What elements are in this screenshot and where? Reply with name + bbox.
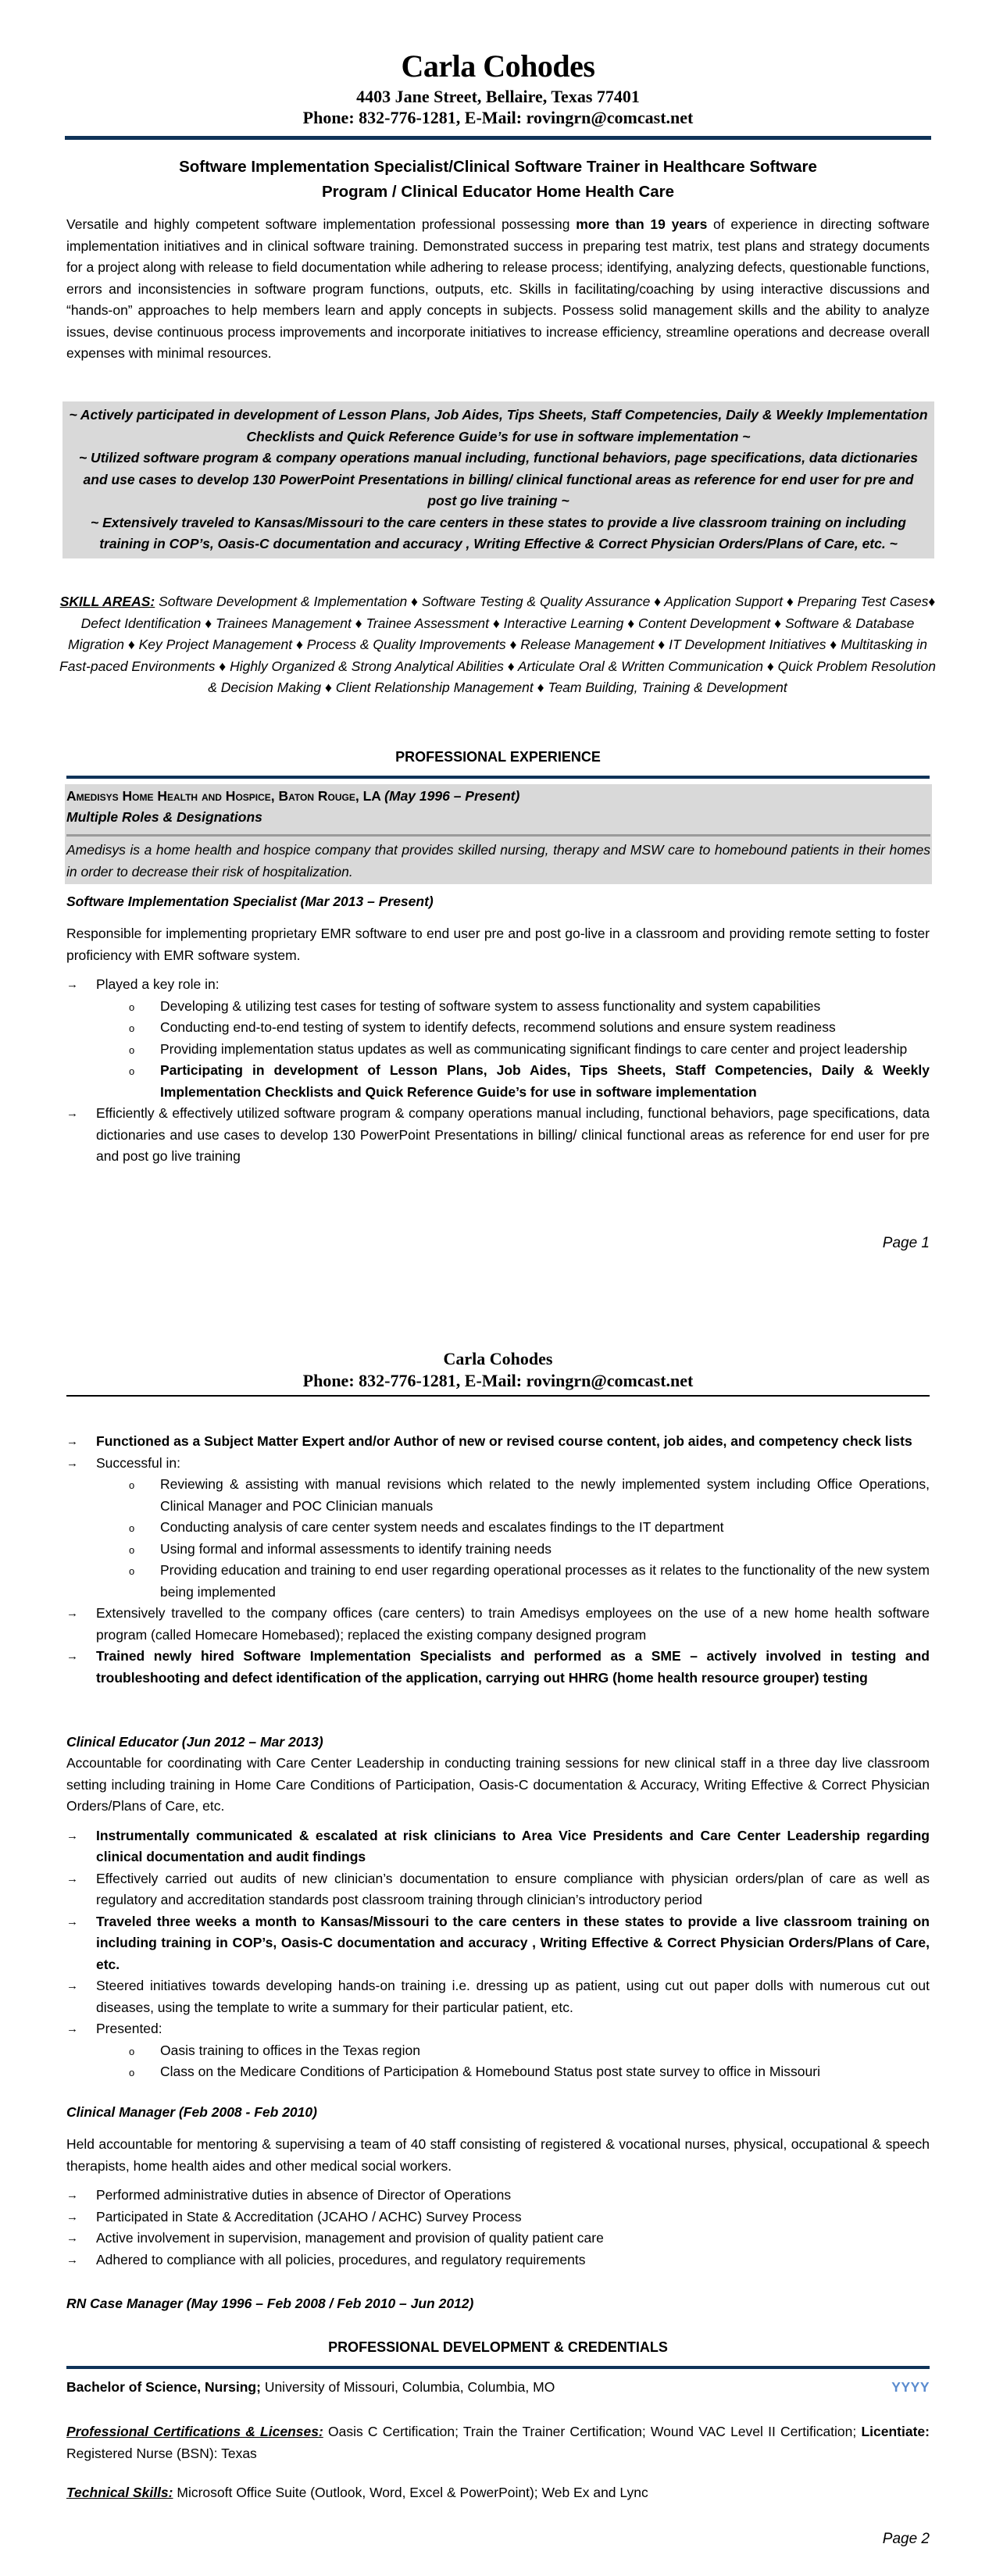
bullet-text: Extensively travelled to the company offices (care centers) to train Amedisys employees on the use of a new home health software program (called Homecare Homebased); replaced the existing company designed program	[96, 1605, 930, 1643]
circle-bullet-icon: o	[129, 1522, 135, 1534]
role-ce-block	[66, 1731, 930, 2083]
bullet-text: Effectively carried out audits of new clinician’s documentation to ensure compliance with physician orders/plan of care as well as regulatory and accreditation standards post classroom training through clinician’s introductory period	[96, 1870, 930, 1907]
arrow-bullet-icon: →	[66, 2022, 78, 2035]
sub-bullet-text: Conducting end-to-end testing of system to identify defects, recommend solutions and ensure system readiness	[160, 1019, 836, 1035]
bullet-text: Active involvement in supervision, management and provision of quality patient care	[96, 2230, 604, 2246]
candidate-name: Carla Cohodes	[401, 48, 595, 84]
skill-areas-label: SKILL AREAS:	[59, 594, 155, 609]
bullet-text: Successful in:	[96, 1454, 180, 1471]
bullet-item	[66, 1431, 930, 1453]
licentiate-text: Registered Nurse (BSN): Texas	[66, 2445, 257, 2461]
section-title-experience: PROFESSIONAL EXPERIENCE	[395, 749, 601, 765]
sis-bullets-page2b	[66, 1603, 930, 1689]
sis-bullets-page2	[66, 1431, 930, 1474]
sub-bullet-text: Providing implementation status updates as well as communicating significant findings to care center and project leadership	[160, 1040, 908, 1057]
role-desc-cm: Held accountable for mentoring & supervising a team of 40 staff consisting of registered & vocational nurses, physical, occupational & speech therapists, home health aides and other medical social workers.	[66, 2136, 930, 2174]
bullet-text: Traveled three weeks a month to Kansas/Missouri to the care centers in these states to provide a live classroom training on including training in COP’s, Oasis-C documentation and accuracy , Writing Effective & Correct Physician Orders/Plans of Care, etc.	[96, 1913, 930, 1972]
arrow-bullet-icon: →	[66, 1107, 78, 1120]
skill-areas	[56, 591, 939, 699]
contact-line-page2: Phone: 832-776-1281, E-Mail: rovingrn@comcast.net	[302, 1371, 694, 1390]
presented-sublist	[66, 2040, 930, 2083]
role-sis-block	[66, 890, 930, 1168]
sub-bullet-item	[66, 1560, 930, 1603]
arrow-bullet-icon: →	[66, 2210, 78, 2224]
contact-line: Phone: 832-776-1281, E-Mail: rovingrn@comcast.net	[302, 108, 694, 127]
arrow-bullet-icon: →	[66, 2253, 78, 2267]
bullet-item	[66, 1975, 930, 2018]
sis-bullets-page1b	[66, 1103, 930, 1168]
headline-block	[66, 155, 930, 205]
bullet-text: Adhered to compliance with all policies, procedures, and regulatory requirements	[96, 2251, 586, 2267]
resume-header	[66, 48, 930, 140]
credentials-rule	[66, 2366, 930, 2369]
school: University of Missouri, Columbia, Columbia, MO	[260, 2379, 555, 2395]
graduation-year: YYYY	[891, 2379, 930, 2395]
summary-paragraph	[66, 214, 930, 365]
circle-bullet-icon: o	[129, 1022, 135, 1034]
role-desc-ce: Accountable for coordinating with Care Center Leadership in conducting training sessions for new clinical staff in a three day live classroom setting including training in Home Care Conditions of Participation, Oasis-C documentation & Accuracy, Writing Effective & Correct Physician Orders/Plans of Care, etc.	[66, 1755, 930, 1814]
degree: Bachelor of Science, Nursing;	[66, 2379, 261, 2395]
section-title-credentials: PROFESSIONAL DEVELOPMENT & CREDENTIALS	[328, 2339, 668, 2355]
sub-bullet-text: Providing education and training to end user regarding operational processes as it relates to the functionality of the new system being implemented	[160, 1562, 930, 1600]
circle-bullet-icon: o	[129, 1044, 135, 1056]
bullet-item	[66, 2185, 930, 2207]
sub-bullet-text: Class on the Medicare Conditions of Participation & Homebound Status post state survey to office in Missouri	[160, 2064, 820, 2079]
role-title-sis: Software Implementation Specialist (Mar 2013 – Present)	[66, 894, 434, 909]
role-title-rn: RN Case Manager (May 1996 – Feb 2008 / Feb 2010 – Jun 2012)	[66, 2296, 474, 2311]
bullet-item	[66, 2018, 930, 2040]
bullet-item	[66, 2207, 930, 2228]
headline-line-2: Program / Clinical Educator Home Health Care	[321, 183, 675, 201]
headline-line-1: Software Implementation Specialist/Clinical Software Trainer in Healthcare Software	[179, 158, 817, 176]
company-dates: (May 1996 – Present)	[384, 788, 520, 804]
page2-header-rule	[66, 1395, 930, 1397]
circle-bullet-icon: o	[129, 2045, 135, 2057]
sub-bullet-item	[66, 2040, 930, 2062]
technical-skills-label: Technical Skills:	[66, 2485, 173, 2500]
arrow-bullet-icon: →	[66, 1435, 78, 1448]
bullet-item	[66, 974, 930, 996]
company-divider	[66, 834, 930, 837]
sub-bullet-text: Developing & utilizing test cases for testing of software system to assess functionality and system capabilities	[160, 997, 821, 1014]
role-desc-sis: Responsible for implementing proprietary EMR software to end user pre and post go-live in a classroom and providing remote setting to foster proficiency with EMR software system.	[66, 926, 930, 963]
sub-bullet-item	[66, 1517, 930, 1539]
bullet-item	[66, 1103, 930, 1168]
sub-bullet-text: Oasis training to offices in the Texas region	[160, 2042, 421, 2058]
certifications-text: Oasis C Certification; Train the Trainer Certification; Wound VAC Level II Certification;	[323, 2424, 862, 2439]
sub-bullet-item	[66, 1474, 930, 1517]
role-cm-block	[66, 2101, 930, 2271]
bullet-text: Functioned as a Subject Matter Expert and/or Author of new or revised course content, job aides, and competency check lists	[96, 1433, 912, 1449]
summary-text-1: Versatile and highly competent software implementation professional possessing	[66, 216, 577, 232]
sub-bullet-text: Using formal and informal assessments to identify training needs	[160, 1540, 552, 1557]
role-rn-block	[66, 2292, 930, 2314]
sub-bullet-item	[66, 2061, 930, 2083]
credentials-section-header	[66, 2336, 930, 2369]
bullet-text: Efficiently & effectively utilized software program & company operations manual including, functional behaviors, page specifications, data dictionaries and use cases to develop 130 PowerPoint Presentations in billing/ clinical functional areas as reference for end user for pre and post go live training	[96, 1105, 930, 1164]
circle-bullet-icon: o	[129, 1565, 135, 1577]
role-title-ce: Clinical Educator (Jun 2012 – Mar 2013)	[66, 1734, 323, 1750]
certifications	[66, 2421, 930, 2464]
company-block	[65, 784, 932, 884]
successful-sublist	[66, 1474, 930, 1603]
page-number-2: Page 2	[882, 2531, 930, 2547]
bullet-item	[66, 1603, 930, 1646]
sis-bullets-page1	[66, 974, 930, 996]
arrow-bullet-icon: →	[66, 1456, 78, 1470]
highlight-item: ~ Extensively traveled to Kansas/Missouri to the care centers in these states to provide a live classroom training on including training in COP’s, Oasis-C documentation and accuracy , Writing Effective & Correct Physician Orders/Plans of Care, etc. ~	[90, 514, 906, 551]
technical-skills-text: Microsoft Office Suite (Outlook, Word, Excel & PowerPoint); Web Ex and Lync	[173, 2485, 648, 2500]
arrow-bullet-icon: →	[66, 978, 78, 991]
bullet-text: Instrumentally communicated & escalated at risk clinicians to Area Vice Presidents and Care Center Leadership regarding clinical documentation and audit findings	[96, 1827, 930, 1864]
sub-bullet-text: Reviewing & assisting with manual revisions which related to the newly implemented system including Office Operations, Clinical Manager and POC Clinician manuals	[160, 1476, 930, 1514]
header-rule	[65, 136, 931, 140]
circle-bullet-icon: o	[129, 1543, 135, 1556]
technical-skills	[66, 2482, 930, 2504]
arrow-bullet-icon: →	[66, 1829, 78, 1843]
role-title-cm: Clinical Manager (Feb 2008 - Feb 2010)	[66, 2104, 317, 2120]
highlight-item: ~ Actively participated in development of Lesson Plans, Job Aides, Tips Sheets, Staff Competencies, Daily & Weekly Implementation Checklists and Quick Reference Guide’s for use in software implementation ~	[69, 407, 928, 444]
candidate-name-small: Carla Cohodes	[443, 1349, 553, 1368]
company-description: Amedisys is a home health and hospice company that provides skilled nursing, therapy and MSW care to homebound patients in their homes in order to decrease their risk of hospitalization.	[66, 842, 930, 879]
bullet-text: Presented:	[96, 2021, 162, 2036]
highlight-item: ~ Utilized software program & company operations manual including, functional behaviors, page specifications, data dictionaries and use cases to develop 130 PowerPoint Presentations in billing/ clinical functional areas as reference for end user for pre and post go live training ~	[78, 450, 919, 508]
circle-bullet-icon: o	[129, 1001, 135, 1013]
bullet-text: Participated in State & Accreditation (JCAHO / ACHC) Survey Process	[96, 2208, 522, 2225]
sub-bullet-item	[66, 1017, 930, 1039]
cm-bullets	[66, 2185, 930, 2271]
arrow-bullet-icon: →	[66, 2189, 78, 2202]
licentiate-label: Licentiate:	[861, 2424, 930, 2439]
bullet-text: Steered initiatives towards developing hands-on training i.e. dressing up as patient, using cut out paper dolls with numerous cut out diseases, using the template to write a summary for their particular patient, etc.	[96, 1978, 930, 2015]
skill-areas-list: Software Development & Implementation ♦ Software Testing & Quality Assurance ♦ Application Support ♦ Preparing Test Cases♦ Defect Identification ♦ Trainees Management ♦ Trainee Assessment ♦ Interactive Learning ♦ Content Development ♦ Software & Database Migration ♦ Key Project Management ♦ Process & Quality Improvements ♦ Release Management ♦ IT Development Initiatives ♦ Multitasking in Fast-paced Environments ♦ Highly Organized & Strong Analytical Abilities ♦ Articulate Oral & Written Communication ♦ Quick Problem Resolution & Decision Making ♦ Client Relationship Management ♦ Team Building, Training & Development	[59, 594, 936, 695]
bullet-item	[66, 1868, 930, 1911]
summary-text-2: of experience in directing software implementation initiatives and in clinical software training. Demonstrated success in preparing test matrix, test plans and strategy documents for a project along with release to field documentation while adhering to release process; identifying, analyzing defects, questionable functions, errors and inconsistencies in software program functions, outputs, etc. Skills in facilitating/coaching by using interactive discussions and “hands-on” approaches to help members learn and apply concepts in subjects. Possess solid management skills and the ability to analyze issues, devise continuous process improvements and incorporate initiatives to increase efficiency, streamline operations and decrease overall expenses with minimal resources.	[66, 216, 930, 361]
education-row	[66, 2376, 930, 2398]
bullet-text: Played a key role in:	[96, 976, 220, 992]
sub-bullet-item	[66, 996, 930, 1018]
circle-bullet-icon: o	[129, 2067, 135, 2078]
page2-header	[66, 1348, 930, 1397]
company-roles: Multiple Roles & Designations	[66, 809, 262, 825]
certifications-label: Professional Certifications & Licenses:	[66, 2424, 323, 2439]
arrow-bullet-icon: →	[66, 1979, 78, 1993]
experience-section-header	[66, 746, 930, 779]
highlights-box	[62, 401, 934, 558]
page-number-1: Page 1	[882, 1235, 930, 1251]
sub-bullet-text: Conducting analysis of care center system needs and escalates findings to the IT department	[160, 1519, 724, 1535]
sub-bullet-item	[66, 1060, 930, 1103]
bullet-item	[66, 1646, 930, 1689]
circle-bullet-icon: o	[129, 1479, 135, 1491]
company-name-line	[66, 786, 930, 807]
sub-bullet-item	[66, 1539, 930, 1561]
key-role-sublist	[66, 996, 930, 1104]
bullet-item	[66, 1911, 930, 1976]
sub-bullet-text: Participating in development of Lesson Plans, Job Aides, Tips Sheets, Staff Competencies, Daily & Weekly Implementation Checklists and Quick Reference Guide’s for use in software implementation	[160, 1062, 930, 1100]
bullet-item	[66, 2228, 930, 2250]
arrow-bullet-icon: →	[66, 1914, 78, 1928]
education-line	[66, 2376, 930, 2398]
arrow-bullet-icon: →	[66, 1871, 78, 1886]
bullet-item	[66, 2250, 930, 2271]
bullet-text: Trained newly hired Software Implementation Specialists and performed as a SME – actively involved in testing and troubleshooting and defect identification of the application, carrying out HHRG (home health resource grouper) testing	[96, 1648, 930, 1686]
resume-page-2	[0, 1289, 996, 2576]
address-line: 4403 Jane Street, Bellaire, Texas 77401	[356, 87, 640, 106]
company-name: Amedisys Home Health and Hospice, Baton Rouge, LA	[66, 788, 381, 804]
sis-continued	[66, 1431, 930, 1689]
sub-bullet-item	[66, 1039, 930, 1061]
experience-rule	[66, 776, 930, 779]
arrow-bullet-icon: →	[66, 2232, 78, 2245]
summary-years-bold: more than 19 years	[576, 216, 708, 232]
ce-bullets	[66, 1825, 930, 2040]
bullet-item	[66, 1825, 930, 1868]
arrow-bullet-icon: →	[66, 1607, 78, 1620]
circle-bullet-icon: o	[129, 1065, 135, 1077]
education-entry	[66, 2376, 555, 2398]
bullet-item	[66, 1453, 930, 1475]
arrow-bullet-icon: →	[66, 1650, 78, 1663]
bullet-text: Performed administrative duties in absence of Director of Operations	[96, 2187, 512, 2203]
